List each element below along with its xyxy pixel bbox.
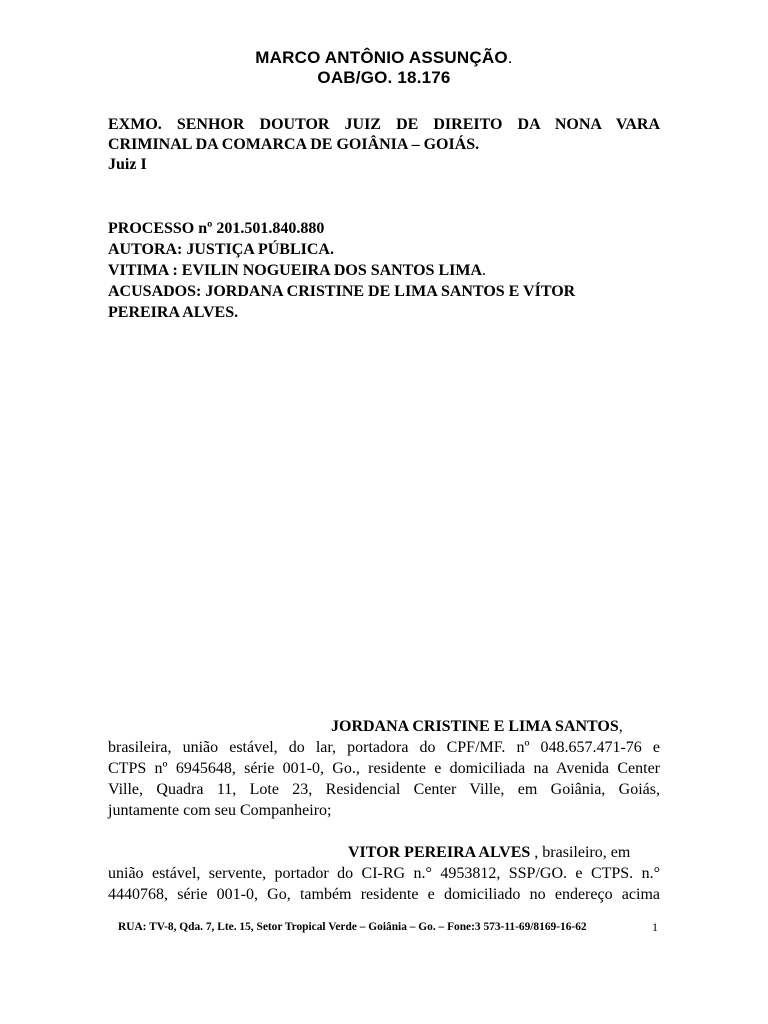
- paragraph-vitor: [108, 842, 660, 905]
- court-address: [108, 115, 660, 175]
- paragraph-vitor-line1-rest: , brasileiro, em: [530, 844, 631, 861]
- process-victim: [108, 260, 638, 281]
- process-info: [108, 218, 638, 323]
- paragraph-jordana-line1: [108, 716, 660, 737]
- paragraph-jordana-line5: juntamente com seu Companheiro;: [108, 802, 332, 819]
- court-address-line2: CRIMINAL DA COMARCA DE GOIÂNIA – GOIÁS.: [108, 136, 480, 153]
- lawyer-name-dot: .: [507, 48, 513, 67]
- process-accused-line2: PEREIRA ALVES.: [108, 304, 239, 321]
- defendant-name-jordana: JORDANA CRISTINE E LIMA SANTOS: [331, 718, 619, 735]
- defendant-name-comma: ,: [618, 718, 623, 735]
- paragraph-vitor-line2: união estável, servente, portador do CI-RG n.° 4953812, SSP/GO. e CTPS. n.°: [108, 865, 660, 882]
- paragraph-jordana-line4: Ville, Quadra 11, Lote 23, Residencial Center Ville, em Goiânia, Goiás,: [108, 781, 660, 798]
- paragraph-jordana-line3: CTPS nº 6945648, série 001-0, Go., residente e domiciliada na Avenida Center: [108, 760, 660, 777]
- paragraph-vitor-line3: 4440768, série 001-0, Go, também residente e domiciliado no endereço acima: [108, 886, 660, 903]
- paragraph-jordana-line2: brasileira, união estável, do lar, portadora do CPF/MF. nº 048.657.471-76 e: [108, 739, 660, 756]
- court-address-line3: Juiz I: [108, 156, 147, 173]
- footer-address: RUA: TV-8, Qda. 7, Lte. 15, Setor Tropical Verde – Goiânia – Go. – Fone:3 573-11-69/8169-16-62: [118, 921, 587, 933]
- process-number: PROCESSO nº 201.501.840.880: [108, 220, 325, 237]
- letterhead-oab: OAB/GO. 18.176: [317, 68, 451, 87]
- process-author: AUTORA: JUSTIÇA PÚBLICA.: [108, 241, 334, 258]
- process-victim-text: VITIMA : EVILIN NOGUEIRA DOS SANTOS LIMA: [108, 262, 482, 279]
- process-victim-dot: .: [482, 262, 486, 279]
- page-number: 1: [652, 920, 658, 934]
- paragraph-vitor-line1: [108, 842, 660, 863]
- paragraph-jordana: [108, 716, 660, 821]
- letterhead-name: [0, 48, 768, 68]
- lawyer-name: MARCO ANTÔNIO ASSUNÇÃO: [255, 48, 508, 67]
- defendant-name-vitor: VITOR PEREIRA ALVES: [348, 844, 531, 861]
- process-accused-line1: ACUSADOS: JORDANA CRISTINE DE LIMA SANTOS E VÍTOR: [108, 283, 576, 300]
- court-address-line1: EXMO. SENHOR DOUTOR JUIZ DE DIREITO DA NONA VARA: [108, 116, 660, 133]
